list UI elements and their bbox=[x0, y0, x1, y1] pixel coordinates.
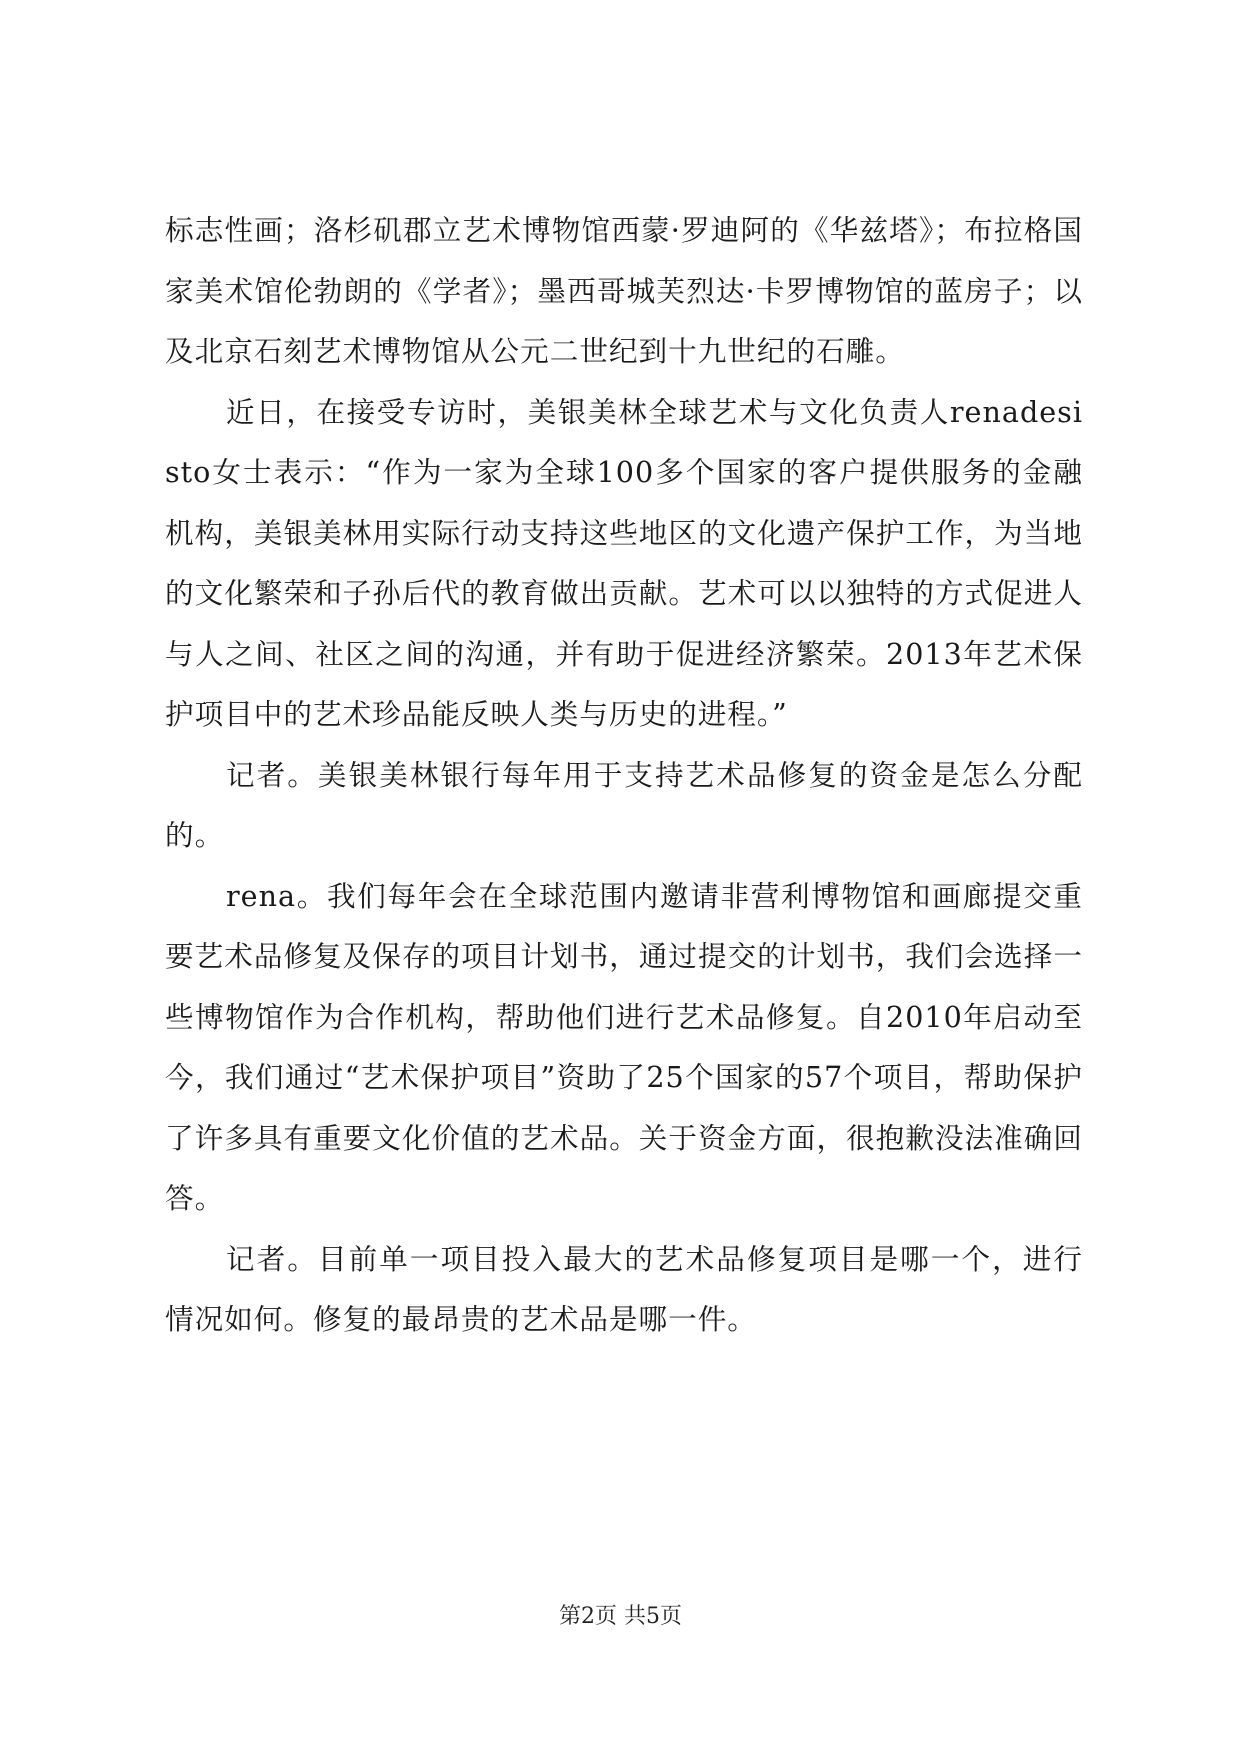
paragraph-5: 记者。目前单一项目投入最大的艺术品修复项目是哪一个，进行情况如何。修复的最昂贵的艺术品是哪一件。 bbox=[165, 1241, 1083, 1336]
document-body bbox=[165, 200, 1083, 1350]
paragraph-1: 标志性画；洛杉矶郡立艺术博物馆西蒙·罗迪阿的《华兹塔》；布拉格国家美术馆伦勃朗的《学者》；墨西哥城芙烈达·卡罗博物馆的蓝房子；以及北京石刻艺术博物馆从公元二世纪到十九世纪的石雕。 bbox=[165, 213, 1083, 368]
paragraph-3: 记者。美银美林银行每年用于支持艺术品修复的资金是怎么分配的。 bbox=[165, 757, 1083, 852]
page-number: 第2页 共5页 bbox=[559, 1604, 682, 1629]
paragraph-2: 近日，在接受专访时，美银美林全球艺术与文化负责人renadesisto女士表示：“作为一家为全球100多个国家的客户提供服务的金融机构，美银美林用实际行动支持这些地区的文化遗产保护工作，为当地的文化繁荣和子孙后代的教育做出贡献。艺术可以以独特的方式促进人与人之间、社区之间的沟通，并有助于促进经济繁荣。2013年艺术保护项目中的艺术珍品能反映人类与历史的进程。” bbox=[165, 394, 1083, 731]
page-footer bbox=[0, 1602, 1241, 1632]
paragraph-4: rena。我们每年会在全球范围内邀请非营利博物馆和画廊提交重要艺术品修复及保存的项目计划书，通过提交的计划书，我们会选择一些博物馆作为合作机构，帮助他们进行艺术品修复。自2010年启动至今，我们通过“艺术保护项目”资助了25个国家的57个项目，帮助保护了许多具有重要文化价值的艺术品。关于资金方面，很抱歉没法准确回答。 bbox=[165, 878, 1083, 1215]
